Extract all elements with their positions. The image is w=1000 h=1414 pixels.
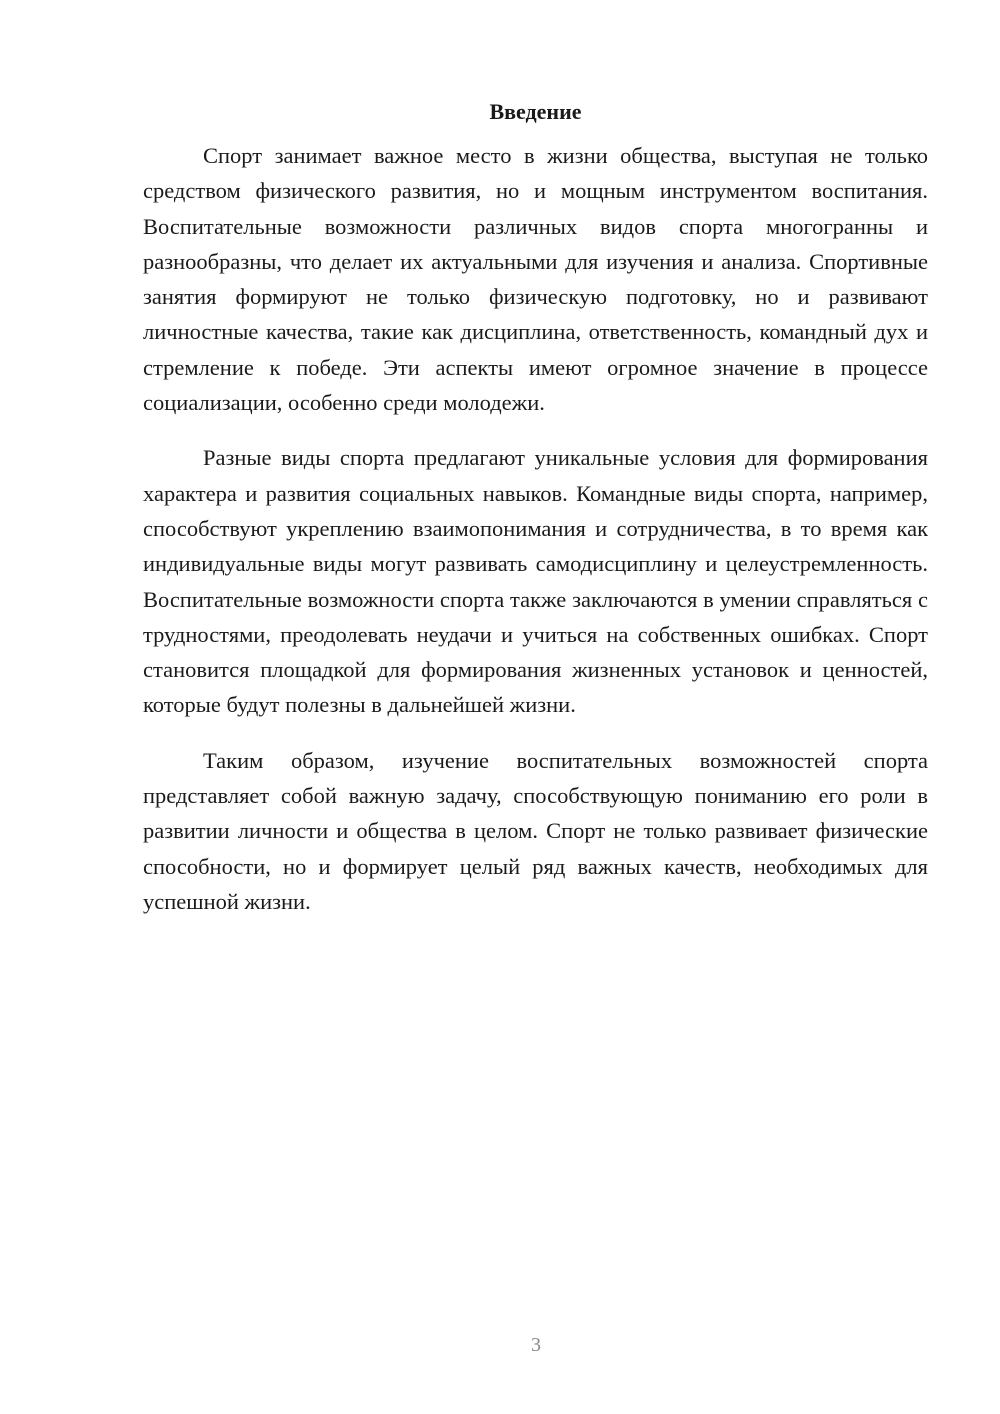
page-number: 3 xyxy=(531,1334,541,1356)
paragraph-1: Спорт занимает важное место в жизни общества, выступая не только средством физического развития, но и мощным инструментом воспитания. Воспитательные возможности различных видов спорта многогранны и разнообразны, что делает их актуальными для изучения и анализа. Спортивные занятия формируют не только физическую подготовку, но и развивают личностные качества, такие как дисциплина, ответственность, командный дух и стремление к победе. Эти аспекты имеют огромное значение в процессе социализации, особенно среди молодежи. xyxy=(143,143,928,416)
section-title: Введение xyxy=(489,99,582,124)
page-content xyxy=(143,96,928,919)
paragraph-3: Таким образом, изучение воспитательных возможностей спорта представляет собой важную задачу, способствующую пониманию его роли в развитии личности и общества в целом. Спорт не только развивает физические способности, но и формирует целый ряд важных качеств, необходимых для успешной жизни. xyxy=(143,747,928,914)
paragraph-2: Разные виды спорта предлагают уникальные условия для формирования характера и развития социальных навыков. Командные виды спорта, например, способствуют укреплению взаимопонимания и сотрудничества, в то время как индивидуальные виды могут развивать самодисциплину и целеустремленность. Воспитательные возможности спорта также заключаются в умении справляться с трудностями, преодолевать неудачи и учиться на собственных ошибках. Спорт становится площадкой для формирования жизненных установок и ценностей, которые будут полезны в дальнейшей жизни. xyxy=(143,445,928,718)
